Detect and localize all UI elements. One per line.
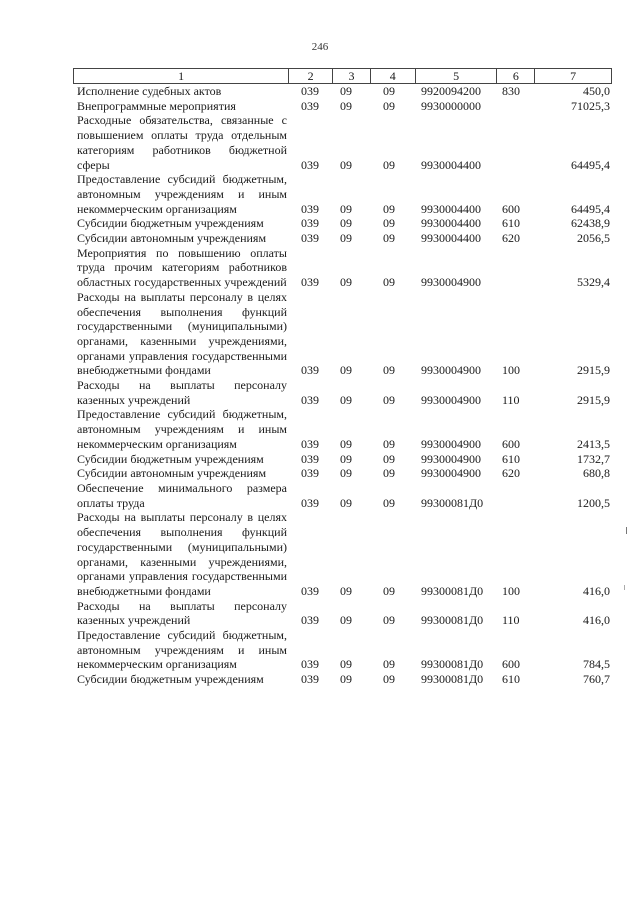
cell-col-5: 9930004900	[421, 436, 481, 451]
page-number: 246	[311, 41, 329, 53]
row-description: Предоставление субсидий бюджетным, автономным учреждениям и иным некоммерческим организациям	[77, 628, 287, 672]
row-description: Внепрограммные мероприятия	[77, 98, 236, 113]
cell-col-3: 09	[340, 495, 352, 510]
cell-col-7: 2413,5	[577, 436, 610, 451]
table-row	[73, 407, 612, 451]
cell-col-3: 09	[340, 613, 352, 628]
table-body	[73, 84, 612, 687]
row-description: Предоставление субсидий бюджетным, автономным учреждениям и иным некоммерческим организациям	[77, 407, 287, 451]
row-description: Исполнение судебных актов	[77, 84, 222, 98]
table-row	[73, 216, 612, 231]
row-description: Субсидии бюджетным учреждениям	[77, 216, 264, 231]
table-row	[73, 481, 612, 510]
cell-col-5: 9930004400	[421, 231, 481, 246]
cell-col-5: 99300081Д0	[421, 495, 484, 510]
cell-col-2: 039	[301, 363, 319, 378]
cell-col-5: 99300081Д0	[421, 657, 484, 672]
cell-col-4: 09	[383, 436, 395, 451]
cell-col-3: 09	[340, 672, 352, 687]
cell-col-4: 09	[383, 451, 395, 466]
cell-col-2: 039	[301, 495, 319, 510]
cell-col-5: 9930004400	[421, 201, 481, 216]
cell-col-4: 09	[383, 613, 395, 628]
cell-col-6: 620	[502, 231, 520, 246]
cell-col-3: 09	[340, 201, 352, 216]
column-header-4: 4	[371, 69, 416, 83]
table-row	[73, 231, 612, 246]
cell-col-4: 09	[383, 466, 395, 481]
row-description: Субсидии автономным учреждениям	[77, 466, 267, 481]
table-row	[73, 290, 612, 378]
cell-col-6: 600	[502, 436, 520, 451]
table-row	[73, 599, 612, 628]
row-description: Расходы на выплаты персоналу казенных учреждений	[77, 598, 287, 628]
scan-mark	[624, 585, 625, 590]
table-row	[73, 246, 612, 290]
cell-col-2: 039	[301, 436, 319, 451]
row-description: Предоставление субсидий бюджетным, автономным учреждениям и иным некоммерческим организациям	[77, 172, 287, 216]
cell-col-2: 039	[301, 657, 319, 672]
cell-col-3: 09	[340, 157, 352, 172]
table-row	[73, 84, 612, 99]
cell-col-7: 71025,3	[571, 98, 610, 113]
cell-col-3: 09	[340, 583, 352, 598]
cell-col-6: 830	[502, 84, 520, 98]
cell-col-3: 09	[340, 466, 352, 481]
cell-col-2: 039	[301, 392, 319, 407]
table-row	[73, 172, 612, 216]
table-row	[73, 628, 612, 672]
table-row	[73, 466, 612, 481]
cell-col-7: 2915,9	[577, 363, 610, 378]
cell-col-4: 09	[383, 583, 395, 598]
cell-col-6: 620	[502, 466, 520, 481]
cell-col-3: 09	[340, 98, 352, 113]
cell-col-3: 09	[340, 231, 352, 246]
cell-col-5: 9920094200	[421, 84, 481, 98]
cell-col-7: 416,0	[583, 613, 610, 628]
column-header-3: 3	[333, 69, 371, 83]
cell-col-4: 09	[383, 157, 395, 172]
cell-col-3: 09	[340, 392, 352, 407]
cell-col-2: 039	[301, 451, 319, 466]
cell-col-2: 039	[301, 216, 319, 231]
table-row	[73, 378, 612, 407]
cell-col-7: 64495,4	[571, 201, 610, 216]
table-row	[73, 113, 612, 172]
cell-col-5: 99300081Д0	[421, 583, 484, 598]
table-row	[73, 452, 612, 467]
table-row	[73, 99, 612, 114]
cell-col-6: 600	[502, 201, 520, 216]
cell-col-7: 64495,4	[571, 157, 610, 172]
cell-col-5: 99300081Д0	[421, 613, 484, 628]
table-header	[73, 68, 612, 84]
row-description: Расходы на выплаты персоналу в целях обеспечения выполнения функций государственными (муниципальными) органами, казенными учреждениями, органами управления государственными внебюджетными фондами	[77, 510, 287, 598]
cell-col-3: 09	[340, 657, 352, 672]
cell-col-3: 09	[340, 451, 352, 466]
cell-col-2: 039	[301, 466, 319, 481]
cell-col-7: 1732,7	[577, 451, 610, 466]
cell-col-6: 600	[502, 657, 520, 672]
cell-col-5: 9930004900	[421, 275, 481, 290]
row-description: Расходные обязательства, связанные с повышением оплаты труда отдельным категориям работников бюджетной сферы	[77, 113, 287, 172]
table-row	[73, 510, 612, 598]
cell-col-4: 09	[383, 231, 395, 246]
cell-col-3: 09	[340, 363, 352, 378]
cell-col-5: 9930004900	[421, 392, 481, 407]
cell-col-5: 9930004400	[421, 157, 481, 172]
cell-col-7: 1200,5	[577, 495, 610, 510]
row-description: Субсидии бюджетным учреждениям	[77, 672, 264, 687]
cell-col-6: 110	[502, 613, 520, 628]
cell-col-2: 039	[301, 613, 319, 628]
cell-col-4: 09	[383, 84, 395, 98]
cell-col-2: 039	[301, 231, 319, 246]
column-header-5: 5	[416, 69, 498, 83]
cell-col-3: 09	[340, 216, 352, 231]
scan-mark	[626, 527, 627, 534]
cell-col-2: 039	[301, 583, 319, 598]
cell-col-6: 610	[502, 672, 520, 687]
cell-col-4: 09	[383, 98, 395, 113]
column-header-7: 7	[570, 69, 577, 83]
cell-col-3: 09	[340, 436, 352, 451]
cell-col-6: 100	[502, 583, 520, 598]
cell-col-4: 09	[383, 363, 395, 378]
row-description: Расходы на выплаты персоналу казенных учреждений	[77, 378, 287, 407]
cell-col-4: 09	[383, 672, 395, 687]
cell-col-2: 039	[301, 672, 319, 687]
cell-col-7: 450,0	[583, 84, 610, 98]
cell-col-5: 99300081Д0	[421, 672, 484, 687]
cell-col-5: 9930000000	[421, 98, 481, 113]
cell-col-6: 110	[502, 392, 520, 407]
cell-col-7: 5329,4	[577, 275, 610, 290]
cell-col-6: 610	[502, 216, 520, 231]
cell-col-6: 100	[502, 363, 520, 378]
cell-col-6: 610	[502, 451, 520, 466]
cell-col-4: 09	[383, 495, 395, 510]
cell-col-7: 62438,9	[571, 216, 610, 231]
cell-col-4: 09	[383, 216, 395, 231]
cell-col-5: 9930004900	[421, 466, 481, 481]
cell-col-7: 2056,5	[577, 231, 610, 246]
cell-col-2: 039	[301, 201, 319, 216]
table-row	[73, 672, 612, 687]
column-header-6: 6	[497, 69, 535, 83]
cell-col-4: 09	[383, 392, 395, 407]
cell-col-2: 039	[301, 84, 319, 98]
cell-col-7: 680,8	[583, 466, 610, 481]
cell-col-4: 09	[383, 657, 395, 672]
cell-col-2: 039	[301, 157, 319, 172]
cell-col-5: 9930004400	[421, 216, 481, 231]
cell-col-5: 9930004900	[421, 451, 481, 466]
cell-col-2: 039	[301, 98, 319, 113]
row-description: Расходы на выплаты персоналу в целях обеспечения выполнения функций государственными (муниципальными) органами, казенными учреждениями, органами управления государственными внебюджетными фондами	[77, 289, 287, 378]
row-description: Обеспечение минимального размера оплаты труда	[77, 480, 287, 510]
cell-col-3: 09	[340, 84, 352, 98]
cell-col-2: 039	[301, 275, 319, 290]
cell-col-5: 9930004900	[421, 363, 481, 378]
row-description: Субсидии бюджетным учреждениям	[77, 451, 264, 466]
cell-col-7: 416,0	[583, 583, 610, 598]
cell-col-7: 2915,9	[577, 392, 610, 407]
column-header-2: 2	[289, 69, 333, 83]
row-description: Мероприятия по повышению оплаты труда прочим категориям работников областных государственных учреждений	[77, 245, 287, 290]
row-description: Субсидии автономным учреждениям	[77, 231, 267, 246]
cell-col-7: 760,7	[583, 672, 610, 687]
cell-col-7: 784,5	[583, 657, 610, 672]
cell-col-4: 09	[383, 201, 395, 216]
column-header-1: 1	[74, 69, 289, 83]
cell-col-3: 09	[340, 275, 352, 290]
cell-col-4: 09	[383, 275, 395, 290]
